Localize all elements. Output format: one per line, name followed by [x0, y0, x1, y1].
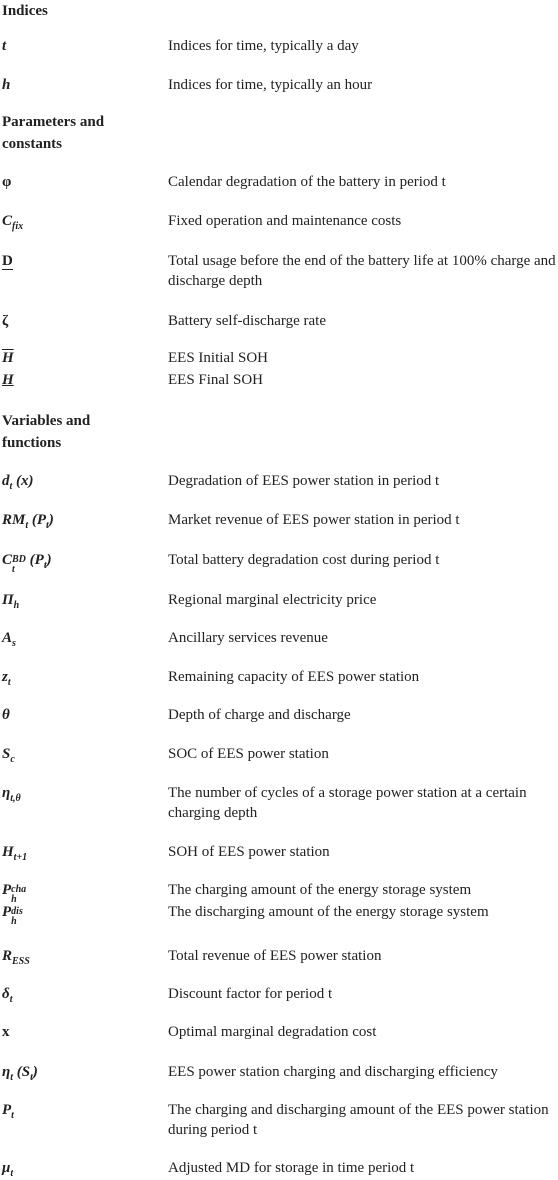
definition-cfix: Fixed operation and maintenance costs	[168, 213, 402, 229]
symbol-etast: $\eta_t$ $(S_t)$	[2, 1064, 38, 1083]
definition-zeta: Battery self-discharge rate	[168, 313, 326, 329]
definition-zt: Remaining capacity of EES power station	[168, 669, 420, 685]
section-heading-parameters: Parameters and constants	[2, 114, 105, 152]
definition-ress: Total revenue of EES power station	[168, 948, 382, 964]
symbol-phi: φ	[2, 174, 12, 190]
symbol-delta: $\delta_t$	[2, 986, 13, 1005]
symbol-ress: $R_{ESS}$	[2, 948, 30, 967]
symbol-pcha: P cha h	[2, 882, 27, 905]
definition-as: Ancillary services revenue	[168, 630, 328, 646]
definition-H-under: EES Final SOH	[168, 372, 264, 388]
definition-phi: Calendar degradation of the battery in period t	[168, 174, 446, 190]
definition-x: Optimal marginal degradation cost	[168, 1024, 377, 1040]
definition-mu: Adjusted MD for storage in time period t	[168, 1160, 415, 1176]
symbol-mu: $\mu_t$	[2, 1160, 14, 1179]
section-heading-variables: Variables and functions	[2, 413, 91, 451]
symbol-cbd: C BD t $(P_t)$	[2, 552, 52, 575]
symbol-eta: $\eta_{t,\theta}$	[2, 785, 21, 804]
definition-theta: Depth of charge and discharge	[168, 707, 351, 723]
symbol-t: t	[2, 38, 7, 54]
definition-pi: Regional marginal electricity price	[168, 592, 377, 608]
symbol-cfix: $C_{fix}$	[2, 213, 24, 232]
section-heading-indices: Indices	[2, 3, 48, 19]
definition-eta: The number of cycles of a storage power station at a certain charging depth	[168, 785, 527, 821]
symbol-H-bar: $\overline{H}$	[2, 350, 14, 366]
symbol-rm: $RM_t$ $(P_t)$	[2, 512, 54, 531]
symbol-theta: θ	[2, 707, 10, 723]
symbol-pdis: P dis h	[2, 904, 23, 927]
symbol-H-under: H	[2, 372, 14, 388]
symbol-pt: $P_t$	[2, 1102, 14, 1121]
definition-delta: Discount factor for period t	[168, 986, 333, 1002]
symbol-as: $A_s$	[2, 630, 16, 649]
definition-etast: EES power station charging and discharging efficiency	[168, 1064, 498, 1080]
definition-pt: The charging and discharging amount of the EES power station during period t	[168, 1102, 549, 1138]
symbol-D: D	[2, 253, 13, 269]
definition-dt: Degradation of EES power station in period t	[168, 473, 440, 489]
symbol-zt: $z_t$	[2, 669, 11, 688]
symbol-ht1: $H_{t+1}$	[2, 844, 28, 863]
symbol-dt: $d_t$ (x)	[2, 473, 34, 492]
symbol-sc: $S_c$	[2, 746, 15, 765]
definition-h: Indices for time, typically an hour	[168, 77, 373, 93]
definition-t: Indices for time, typically a day	[168, 38, 359, 54]
definition-pcha: The charging amount of the energy storage system	[168, 882, 472, 898]
symbol-pi: $\Pi_h$	[2, 592, 20, 611]
definition-ht1: SOH of EES power station	[168, 844, 330, 860]
symbol-x: x	[2, 1024, 10, 1040]
symbol-h: h	[2, 77, 11, 93]
definition-sc: SOC of EES power station	[168, 746, 329, 762]
symbol-zeta: ζ	[2, 313, 9, 329]
definition-cbd: Total battery degradation cost during period t	[168, 552, 440, 568]
definition-D: Total usage before the end of the battery life at 100% charge and discharge depth	[168, 253, 556, 289]
definition-H-bar: EES Initial SOH	[168, 350, 268, 366]
definition-rm: Market revenue of EES power station in period t	[168, 512, 460, 528]
definition-pdis: The discharging amount of the energy storage system	[168, 904, 489, 920]
